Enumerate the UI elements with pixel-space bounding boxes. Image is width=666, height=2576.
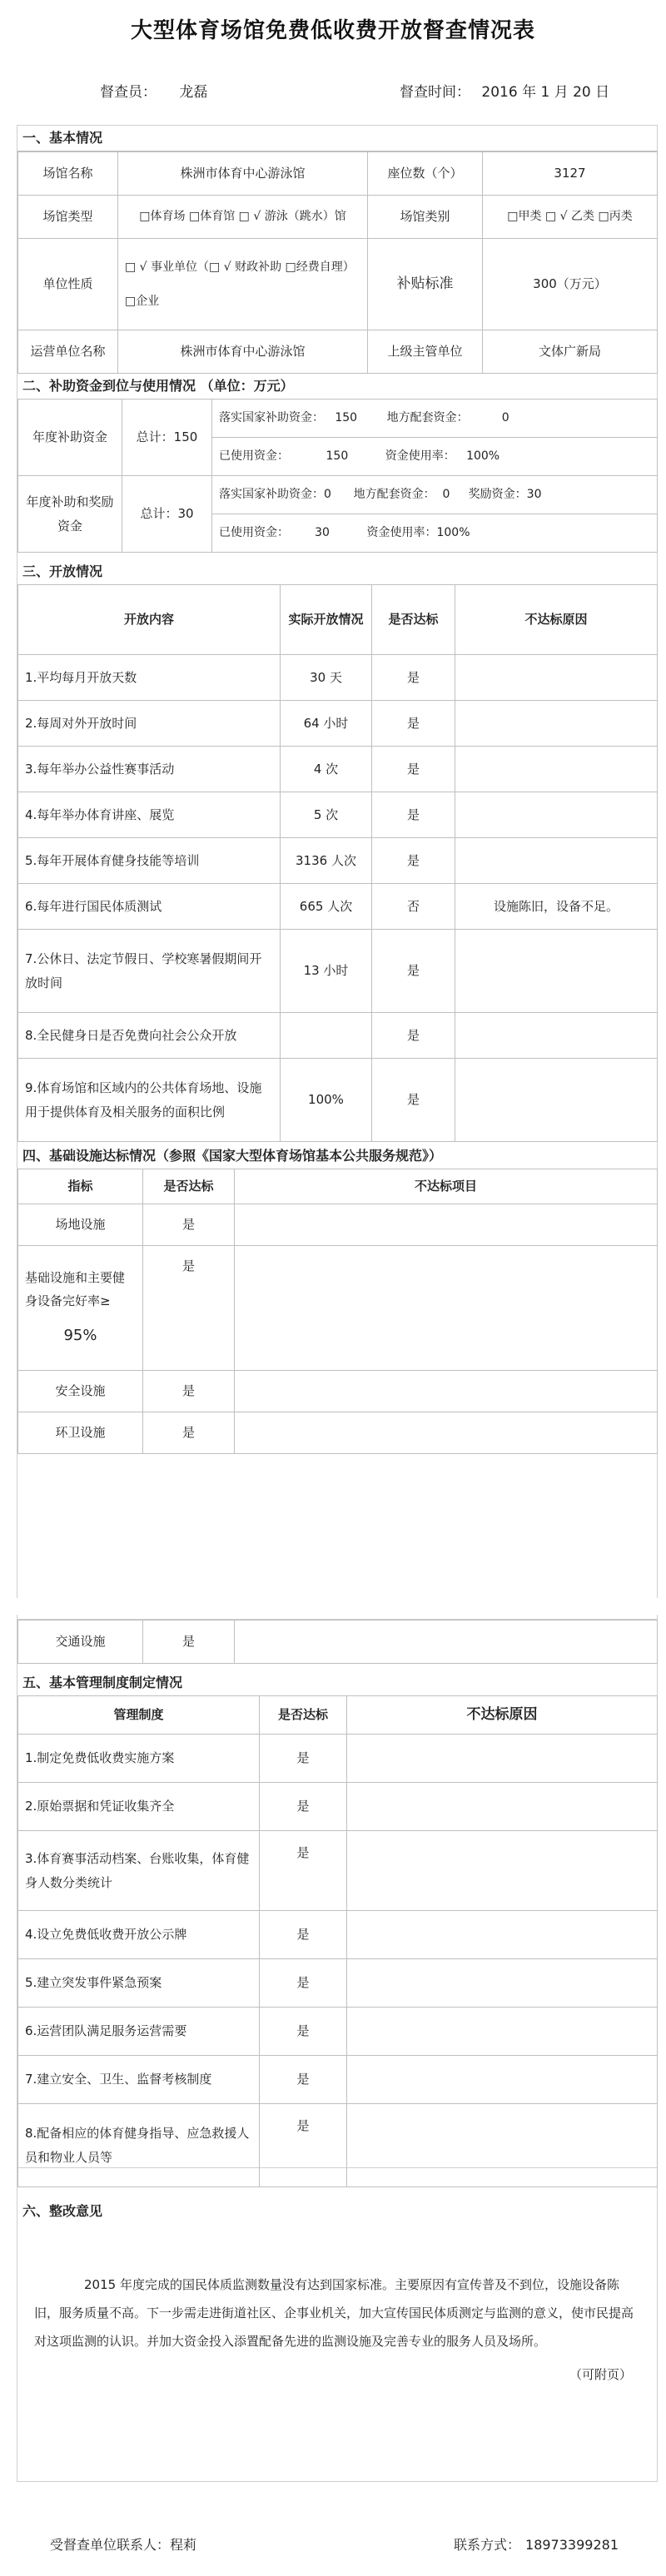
- open-item: 9.体育场馆和区域内的公共体育场地、设施用于提供体育及相关服务的面积比例: [18, 1059, 281, 1142]
- phone-value: 18973399281: [525, 2537, 619, 2553]
- annual-subsidy-line1: 落实国家补助资金： 150 地方配套资金： 0: [212, 400, 658, 438]
- rectify-text: 2015 年度完成的国民体质监测数量没有达到国家标准。主要原因有宣传普及不到位，设施设备陈旧，服务质量不高。下一步需走进街道社区、企事业机关，加大宣传国民体质测定与监测的意义，使市民提高对这项监测的认识。并加大资金投入添置配备先进的监测设施及完善专业的服务人员及场所。: [34, 2277, 634, 2349]
- facility-items: [235, 1246, 658, 1371]
- open-item: 2.每周对外开放时间: [18, 701, 281, 747]
- facility-items: [235, 1204, 658, 1246]
- facility-name: 安全设施: [18, 1371, 143, 1412]
- open-actual: 3136 人次: [281, 838, 372, 884]
- mgmt-item: 3.体育赛事活动档案、台账收集，体育健身人数分类统计: [18, 1831, 260, 1911]
- contact-name: 程莉: [170, 2537, 197, 2553]
- annual-subsidy-label: 年度补助资金: [18, 400, 122, 476]
- facility-ok: 是: [143, 1246, 235, 1371]
- section-facility-title: 四、基础设施达标情况（参照《国家大型体育场馆基本公共服务规范》）: [22, 1148, 443, 1164]
- open-ok: 是: [372, 747, 455, 792]
- subsidy-reward-total: 总计：30: [122, 476, 212, 553]
- open-ok: 是: [372, 792, 455, 838]
- venue-class: □甲类 □ √ 乙类 □丙类: [483, 196, 658, 239]
- subsidy-reward-line1: 落实国家补助资金：0 地方配套资金： 0 奖励资金：30: [212, 476, 658, 514]
- open-reason: [455, 701, 658, 747]
- seats-label: 座位数（个）: [368, 152, 483, 196]
- open-reason: 设施陈旧，设备不足。: [455, 884, 658, 930]
- open-actual: 100%: [281, 1059, 372, 1142]
- management-table: [17, 1695, 658, 2187]
- open-item: 8.全民健身日是否免费向社会公众开放: [18, 1013, 281, 1059]
- facility-name-percent: 95%: [63, 1326, 97, 1344]
- unit-nature-line2: □企业: [125, 294, 160, 308]
- open-status-table: [17, 584, 658, 1142]
- open-header-actual: 实际开放情况: [281, 585, 372, 655]
- venue-type-label: 场馆类型: [18, 196, 118, 239]
- open-ok: 是: [372, 930, 455, 1013]
- facility-ok: 是: [143, 1204, 235, 1246]
- table-row: [18, 701, 658, 747]
- mgmt-ok: 是: [260, 2008, 347, 2056]
- facility-items: [235, 1621, 658, 1664]
- mgmt-header-reason: 不达标原因: [347, 1696, 658, 1735]
- table-row: [18, 930, 658, 1013]
- open-actual: 13 小时: [281, 930, 372, 1013]
- open-item: 4.每年举办体育讲座、展览: [18, 792, 281, 838]
- facility-header-items: 不达标项目: [235, 1169, 658, 1204]
- mgmt-item: 2.原始票据和凭证收集齐全: [18, 1783, 260, 1831]
- table-row: [18, 1059, 658, 1142]
- inspection-time: [400, 80, 609, 101]
- mgmt-header-name: 管理制度: [18, 1696, 260, 1735]
- table-row: [18, 792, 658, 838]
- mgmt-item: 8.配备相应的体育健身指导、应急救援人员和物业人员等: [18, 2104, 260, 2187]
- open-actual: 665 人次: [281, 884, 372, 930]
- mgmt-ok: 是: [260, 1831, 347, 1911]
- table-row: [18, 655, 658, 701]
- facility-name-text: 基础设施和主要健身设备完好率≥: [25, 1269, 126, 1309]
- open-header-ok: 是否达标: [372, 585, 455, 655]
- mgmt-ok: 是: [260, 1959, 347, 2008]
- open-ok: 否: [372, 884, 455, 930]
- open-reason: [455, 655, 658, 701]
- mgmt-reason: [347, 2008, 658, 2056]
- table-row: [18, 2104, 658, 2187]
- facility-ok: 是: [143, 1621, 235, 1664]
- mgmt-reason: [347, 2056, 658, 2104]
- basic-info-table: [17, 151, 658, 374]
- table-row: [18, 2008, 658, 2056]
- table-row: [18, 1911, 658, 1959]
- seats-value: 3127: [483, 152, 658, 196]
- phone-label: 联系方式：: [454, 2537, 521, 2553]
- open-header-reason: 不达标原因: [455, 585, 658, 655]
- facility-items: [235, 1371, 658, 1412]
- attachment-note: （可附页）: [569, 2367, 632, 2382]
- facility-header-ok: 是否达标: [143, 1169, 235, 1204]
- mgmt-ok: 是: [260, 1735, 347, 1783]
- table-row: [18, 1013, 658, 1059]
- open-ok: 是: [372, 701, 455, 747]
- mgmt-reason: [347, 1735, 658, 1783]
- open-reason: [455, 838, 658, 884]
- unit-nature-line1: □ √ 事业单位（□ √ 财政补助 □经费自理）: [125, 260, 355, 274]
- venue-name-label: 场馆名称: [18, 152, 118, 196]
- open-reason: [455, 747, 658, 792]
- annual-subsidy-total: 总计：150: [122, 400, 212, 476]
- page-title: 大型体育场馆免费低收费开放督查情况表: [130, 18, 535, 43]
- subsidy-label: 补贴标准: [368, 239, 483, 330]
- supervisor-label: 上级主管单位: [368, 330, 483, 374]
- open-item: 1.平均每月开放天数: [18, 655, 281, 701]
- facility-items: [235, 1412, 658, 1454]
- facility-name: [18, 1246, 143, 1371]
- mgmt-reason: [347, 1831, 658, 1911]
- open-actual: 5 次: [281, 792, 372, 838]
- table-row: [18, 1412, 658, 1454]
- subsidy-reward-label: 年度补助和奖励资金: [18, 476, 122, 553]
- facility-table: [17, 1169, 658, 1454]
- contact-person: [50, 2534, 196, 2554]
- mgmt-item: 6.运营团队满足服务运营需要: [18, 2008, 260, 2056]
- table-row: [18, 884, 658, 930]
- section-management-title: 五、基本管理制度制定情况: [22, 1675, 183, 1690]
- facility-table-continued: [17, 1620, 658, 1664]
- open-item: 3.每年举办公益性赛事活动: [18, 747, 281, 792]
- section-open-title: 三、开放情况: [22, 563, 103, 579]
- table-row: [18, 1246, 658, 1371]
- table-row: [18, 838, 658, 884]
- operator-name: 株洲市体育中心游泳馆: [118, 330, 368, 374]
- open-reason: [455, 1013, 658, 1059]
- open-actual: [281, 1013, 372, 1059]
- open-actual: 30 天: [281, 655, 372, 701]
- funds-table: [17, 399, 658, 553]
- facility-ok: 是: [143, 1412, 235, 1454]
- mgmt-ok: 是: [260, 1783, 347, 1831]
- table-row: [18, 1204, 658, 1246]
- section-funds-title: 二、补助资金到位与使用情况 （单位：万元）: [22, 378, 294, 394]
- open-item: 6.每年进行国民体质测试: [18, 884, 281, 930]
- open-item: 7.公休日、法定节假日、学校寒暑假期间开放时间: [18, 930, 281, 1013]
- mgmt-ok: 是: [260, 2104, 347, 2187]
- inspector-info: [100, 80, 207, 101]
- mgmt-ok: 是: [260, 1911, 347, 1959]
- open-actual: 64 小时: [281, 701, 372, 747]
- contact-label: 受督查单位联系人：: [50, 2537, 171, 2553]
- mgmt-reason: [347, 1911, 658, 1959]
- open-reason: [455, 930, 658, 1013]
- operator-label: 运营单位名称: [18, 330, 118, 374]
- mgmt-item: 7.建立安全、卫生、监督考核制度: [18, 2056, 260, 2104]
- mgmt-reason: [347, 2104, 658, 2187]
- open-reason: [455, 1059, 658, 1142]
- supervisor-name: 文体广新局: [483, 330, 658, 374]
- open-ok: 是: [372, 1059, 455, 1142]
- form-sheet-2: [17, 1619, 658, 2482]
- table-row: [18, 1959, 658, 2008]
- contact-phone: [454, 2534, 619, 2554]
- open-header-content: 开放内容: [18, 585, 281, 655]
- facility-name: 交通设施: [18, 1621, 143, 1664]
- venue-class-label: 场馆类别: [368, 196, 483, 239]
- facility-ok: 是: [143, 1371, 235, 1412]
- mgmt-reason: [347, 1783, 658, 1831]
- facility-header-name: 指标: [18, 1169, 143, 1204]
- facility-name: 环卫设施: [18, 1412, 143, 1454]
- table-row: [18, 1735, 658, 1783]
- table-row: [18, 1831, 658, 1911]
- venue-name: 株洲市体育中心游泳馆: [118, 152, 368, 196]
- section-rectify-title: 六、整改意见: [22, 2203, 103, 2219]
- table-row: [18, 2056, 658, 2104]
- open-ok: 是: [372, 838, 455, 884]
- annual-subsidy-line2: 已使用资金： 150 资金使用率： 100%: [212, 438, 658, 476]
- open-item: 5.每年开展体育健身技能等培训: [18, 838, 281, 884]
- open-ok: 是: [372, 1013, 455, 1059]
- unit-nature-label: 单位性质: [18, 239, 118, 330]
- mgmt-item: 5.建立突发事件紧急预案: [18, 1959, 260, 2008]
- open-reason: [455, 792, 658, 838]
- page-break: [0, 1598, 666, 1615]
- inspector-label: 督查员：: [100, 84, 157, 101]
- venue-type: □体育场 □体育馆 □ √ 游泳（跳水）馆: [118, 196, 368, 239]
- facility-name: 场地设施: [18, 1204, 143, 1246]
- unit-nature: [118, 239, 368, 330]
- table-row: [18, 747, 658, 792]
- mgmt-ok: 是: [260, 2056, 347, 2104]
- section-basic-title: 一、基本情况: [17, 126, 657, 151]
- mgmt-header-ok: 是否达标: [260, 1696, 347, 1735]
- subsidy-reward-line2: 已使用资金： 30 资金使用率：100%: [212, 514, 658, 553]
- open-ok: 是: [372, 655, 455, 701]
- mgmt-reason: [347, 1959, 658, 2008]
- table-row: [18, 1621, 658, 1664]
- mgmt-item: 4.设立免费低收费开放公示牌: [18, 1911, 260, 1959]
- time-label: 督查时间：: [400, 84, 470, 101]
- mgmt-item: 1.制定免费低收费实施方案: [18, 1735, 260, 1783]
- inspector-name: 龙磊: [179, 84, 208, 101]
- time-value: 2016 年 1 月 20 日: [481, 84, 610, 101]
- open-actual: 4 次: [281, 747, 372, 792]
- table-row: [18, 1371, 658, 1412]
- subsidy-value: 300（万元）: [483, 239, 658, 330]
- table-row: [18, 1783, 658, 1831]
